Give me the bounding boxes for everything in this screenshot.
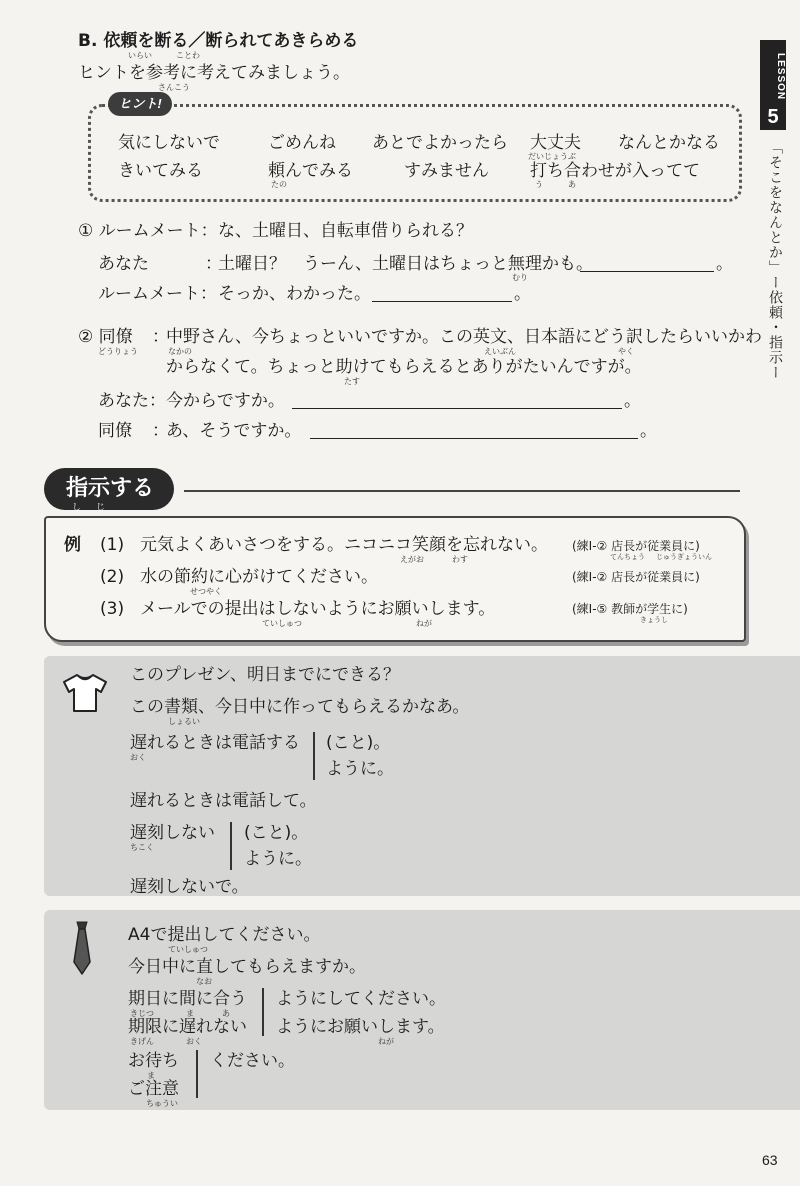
dialog2-line3-text: 今からですか。 [166, 391, 285, 411]
casual-panel [44, 656, 800, 896]
section-b-instruction: ヒントを参考に考えてみましょう。 [78, 63, 350, 83]
ruby-oku: おく [130, 753, 146, 762]
example-text: メールでの提出はしないようにお願いします。 [140, 599, 496, 619]
page-number: 63 [762, 1152, 778, 1168]
ruby-wasu: わす [452, 555, 468, 564]
example-ref: (練Ⅰ-② 店長が従業員に) [572, 570, 700, 584]
ruby-juugyouin: じゅうぎょういん [656, 553, 712, 561]
formal-line: 今日中に直してもらえますか。 [128, 957, 366, 977]
formal-line: 期限に遅れない [128, 1017, 247, 1037]
ruby-muri: むり [512, 273, 528, 282]
answer-blank [580, 257, 714, 272]
casual-option: (こと)。 [244, 823, 309, 843]
ruby-egao: えがお [400, 555, 424, 564]
answer-blank [292, 394, 622, 409]
lesson-subtitle: 「そこをなんとか」ー依頼・指示ー [767, 140, 783, 380]
ruby-tano: たの [271, 180, 287, 189]
dialog2-line1-text: 中野さん、今ちょっといいですか。この英文、日本語にどう訳したらいいかわ [166, 327, 763, 347]
dialog1-line2-colon: ： [205, 254, 222, 274]
casual-line: 遅刻しない [130, 823, 215, 843]
t-shirt-icon [60, 672, 110, 714]
hint-item: 打ち合わせが入ってて [530, 161, 700, 181]
ruby-nao: なお [196, 977, 212, 986]
example-ref: (練Ⅰ-⑤ 教師が学生に) [572, 602, 688, 616]
section-shiji-title: 指示する [66, 476, 155, 501]
example-label: 例 [64, 535, 81, 555]
ruby-shi: し [72, 503, 82, 513]
hint-item: 大丈夫 [530, 133, 581, 153]
ruby-setsuyaku: せつやく [190, 587, 222, 596]
lesson-number: 5 [767, 106, 779, 128]
ruby-nega: ねが [378, 1037, 394, 1046]
formal-option: ください。 [210, 1051, 295, 1071]
period: 。 [624, 391, 641, 411]
ruby-kyoushi: きょうし [640, 616, 668, 624]
hint-item: ごめんね [268, 133, 336, 153]
answer-blank [310, 424, 638, 439]
formal-option: ようにしてください。 [276, 989, 446, 1009]
ruby-tenchou: てんちょう [610, 553, 645, 561]
ruby-chuui: ちゅうい [146, 1099, 178, 1108]
formal-option: ようにお願いします。 [276, 1017, 445, 1037]
example-ref: (練Ⅰ-② 店長が従業員に) [572, 539, 700, 553]
formal-line: ご注意 [128, 1079, 179, 1099]
dialog2-line1-colon: ： [152, 327, 169, 347]
ruby-tasu: たす [344, 377, 360, 386]
ruby-irai: いらい [128, 51, 152, 60]
ruby-kotowa: ことわ [176, 51, 200, 60]
dialog1-line1-text: な、土曜日、自転車借りられる？ [218, 221, 473, 241]
example-text: 元気よくあいさつをする。ニコニコ笑顔を忘れない。 [140, 535, 548, 555]
dialog1-line2-speaker: あなた [98, 254, 149, 274]
hint-badge: ヒント! [108, 92, 172, 116]
dialog1-line1-speaker: ① ルームメート： [78, 221, 218, 241]
dialog2-line4-colon: ： [152, 421, 169, 441]
casual-line: 遅れるときは電話する [130, 733, 300, 753]
hint-item: 頼んでみる [268, 161, 353, 181]
period: 。 [640, 421, 657, 441]
casual-line: 遅れるときは電話して。 [130, 791, 317, 811]
casual-line: このプレゼン、明日までにできる？ [130, 665, 400, 685]
casual-line: 遅刻しないで。 [130, 877, 249, 897]
ruby-nega: ねが [416, 619, 432, 628]
dialog2-line2-text: からなくて。ちょっと助けてもらえるとありがたいんですが。 [166, 357, 642, 377]
casual-option: (こと)。 [326, 733, 391, 753]
casual-line: この書類、今日中に作ってもらえるかなあ。 [130, 697, 470, 717]
period: 。 [514, 284, 531, 304]
section-shiji-header [44, 468, 174, 513]
ruby-sankou: さんこう [158, 83, 190, 92]
casual-option: ように。 [326, 759, 394, 779]
answer-blank [372, 287, 512, 302]
lesson-label: LESSON [775, 53, 786, 101]
ruby-kijitsu: きじつ [130, 1009, 154, 1018]
hint-item: 気にしないで [118, 133, 220, 153]
ruby-u: う [535, 180, 543, 189]
section-b-title: B. 依頼を断る／断られてあきらめる [78, 31, 359, 51]
ruby-yaku: やく [618, 347, 634, 356]
formal-line: 期日に間に合う [128, 989, 247, 1009]
hint-item: なんとかなる [618, 133, 720, 153]
hint-item: きいてみる [118, 161, 203, 181]
dialog2-line4-text: あ、そうですか。 [166, 421, 302, 441]
ruby-teishutsu: ていしゅつ [168, 945, 208, 954]
ruby-eibun: えいぶん [484, 347, 516, 356]
ruby-teishutsu: ていしゅつ [262, 619, 302, 628]
dialog2-line1-speaker: ② 同僚 [78, 327, 133, 347]
bracket-line [313, 732, 315, 780]
example-num: (3) [100, 599, 125, 619]
formal-line: A4で提出してください。 [128, 925, 321, 945]
casual-option: ように。 [244, 849, 312, 869]
ruby-nakano: なかの [168, 347, 192, 356]
ruby-kigen: きげん [130, 1037, 154, 1046]
bracket-line [262, 988, 264, 1036]
hint-item: あとでよかったら [372, 133, 508, 153]
ruby-oku: おく [186, 1037, 202, 1046]
dialog1-line3-text: そっか、わかった。 [218, 284, 371, 304]
lesson-tab [760, 40, 786, 130]
necktie-icon [70, 920, 94, 976]
formal-line: お待ち [128, 1051, 179, 1071]
ruby-shorui: しょるい [168, 717, 200, 726]
dialog1-line2-text: 土曜日？ うーん、土曜日はちょっと無理かも。 [218, 254, 594, 274]
example-num: (1) [100, 535, 125, 555]
ruby-douryou: どうりょう [98, 347, 138, 356]
period: 。 [716, 254, 733, 274]
ruby-ma: ま [186, 1009, 194, 1018]
hint-item: すみません [404, 161, 489, 181]
dialog1-line3-speaker: ルームメート： [98, 284, 217, 304]
ruby-daijoubu: だいじょうぶ [528, 152, 576, 161]
ruby-a: あ [568, 180, 576, 189]
section-divider [184, 490, 740, 492]
ruby-ma: ま [147, 1071, 155, 1080]
example-text: 水の節約に心がけてください。 [140, 567, 378, 587]
bracket-line [196, 1050, 198, 1098]
dialog2-line4-speaker: 同僚 [98, 421, 132, 441]
ruby-a: あ [222, 1009, 230, 1018]
ruby-chikoku: ちこく [130, 843, 154, 852]
dialog2-line3-speaker: あなた： [98, 391, 166, 411]
bracket-line [230, 822, 232, 870]
ruby-ji: じ [96, 503, 106, 513]
example-num: (2) [100, 567, 125, 587]
